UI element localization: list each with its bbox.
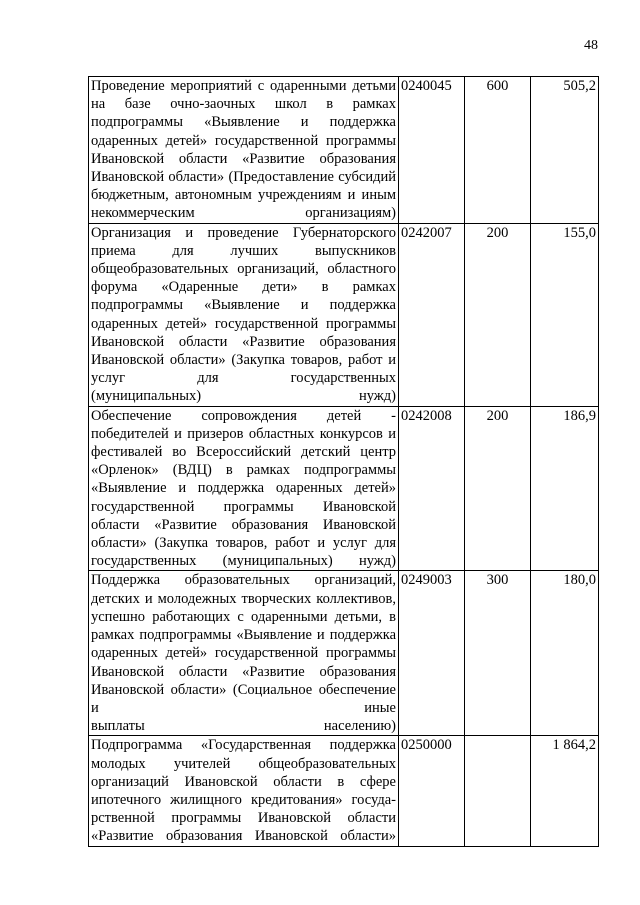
- row-name-cell: [89, 571, 399, 736]
- row-name-last-line: государственных (муниципальных) нужд): [91, 553, 396, 570]
- page-number: 48: [584, 38, 598, 53]
- row-expense-type-cell: 600: [465, 77, 531, 224]
- row-name-text: Поддержка образовательных организаций, детских и молодежных творческих коллективов, успешно работающих с одаренными детьми, в рамках подпрограммы «Выявление и поддержка одаренных детей» государственной программы Ивановской области «Развитие образования Ивановской области» (Социальное обеспечение и иные: [91, 572, 396, 716]
- row-expense-type-cell: [465, 736, 531, 846]
- row-sum-cell: 186,9: [531, 406, 599, 571]
- table-row: [89, 571, 599, 736]
- row-sum-cell: 180,0: [531, 571, 599, 736]
- row-name-last-line: выплаты населению): [91, 718, 396, 735]
- row-name-last-line: некоммерческим организациям): [91, 205, 396, 222]
- table-row: [89, 223, 599, 406]
- row-name-cell: [89, 223, 399, 406]
- row-expense-type-cell: 200: [465, 406, 531, 571]
- row-name-text: Организация и проведение Губернаторского приема для лучших выпускников общеобразовательных организаций, областного форума «Одаренные дети» в рамках подпрограммы «Выявление и поддержка одаренных детей» государственной программы Ивановской области «Развитие образования Ивановской области» (Закупка товаров, работ и услуг для государственных: [91, 224, 396, 387]
- row-code-cell: 0242007: [399, 223, 465, 406]
- row-name-cell: [89, 406, 399, 571]
- row-name-cell: [89, 736, 399, 846]
- row-code-cell: 0250000: [399, 736, 465, 846]
- row-expense-type-cell: 200: [465, 223, 531, 406]
- table-row: [89, 736, 599, 846]
- row-name-text: Проведение мероприятий с одаренными детьми на базе очно-заочных школ в рамках подпрограммы «Выявление и поддержка одаренных детей» государственной программы Ивановской области «Развитие образования Ивановской области» (Предоставление субсидий бюджетным, автономным учреждениям и иным: [91, 78, 396, 204]
- row-sum-cell: 1 864,2: [531, 736, 599, 846]
- budget-table: [88, 76, 599, 847]
- row-code-cell: 0249003: [399, 571, 465, 736]
- row-code-cell: 0240045: [399, 77, 465, 224]
- row-name-text: Обеспечение сопровождения детей - победителей и призеров областных конкурсов и фестивалей во Всероссийский детский центр «Орленок» (ВДЦ) в рамках подпрограммы «Выявление и поддержка одаренных детей» государственной программы Ивановской области «Развитие образования Ивановской области» (Закупка товаров, работ и услуг для: [91, 407, 396, 552]
- row-sum-cell: 155,0: [531, 223, 599, 406]
- row-code-cell: 0242008: [399, 406, 465, 571]
- row-name-last-line: (муниципальных) нужд): [91, 388, 396, 405]
- row-name-cell: [89, 77, 399, 224]
- table-row: [89, 77, 599, 224]
- table-row: [89, 406, 599, 571]
- row-expense-type-cell: 300: [465, 571, 531, 736]
- row-sum-cell: 505,2: [531, 77, 599, 224]
- row-name-text: Подпрограмма «Государственная поддержка молодых учителей общеобразовательных организаций Ивановской области в сфере ипотечного жилищного кредитования» государственной программы Ивановской области: [91, 737, 396, 827]
- row-name-last-line: «Развитие образования Ивановской области»: [91, 828, 396, 845]
